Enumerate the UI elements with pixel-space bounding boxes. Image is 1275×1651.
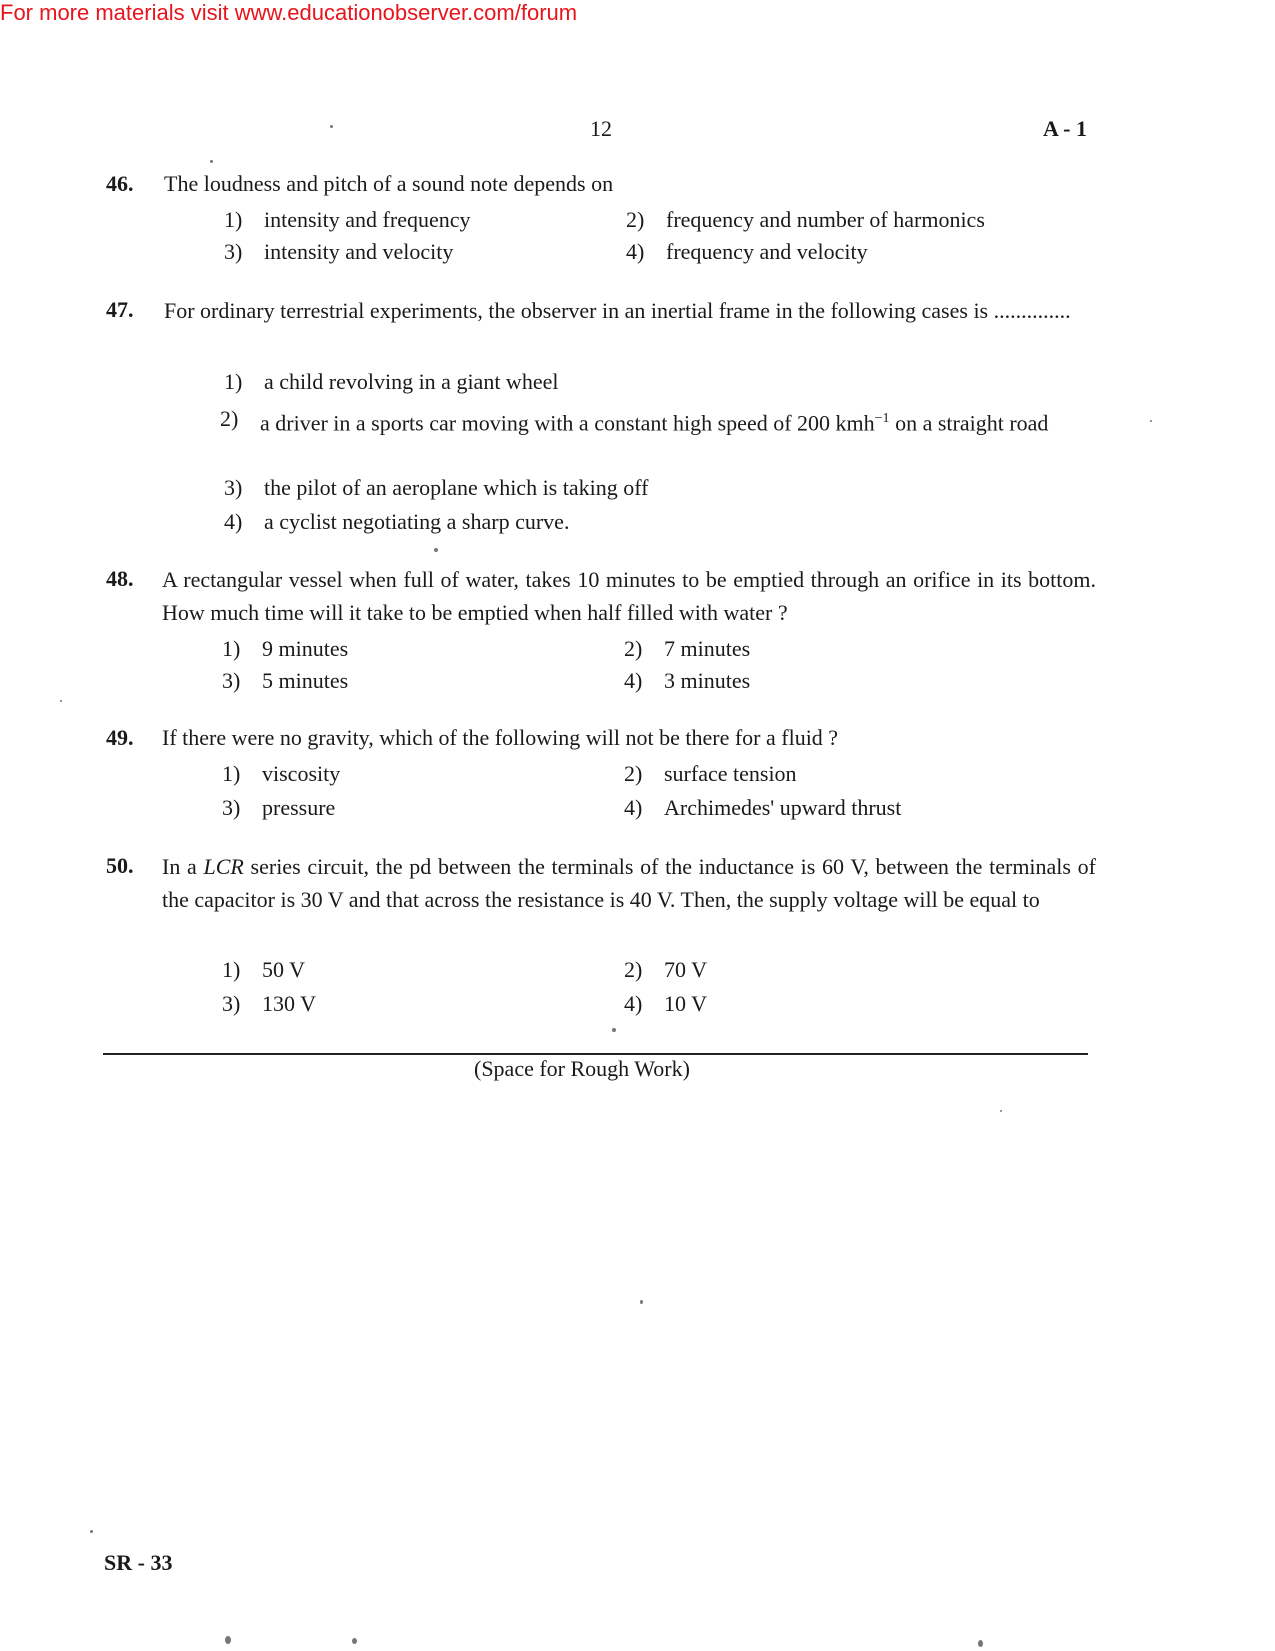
set-code: A - 1: [1043, 116, 1087, 141]
option-text: the pilot of an aeroplane which is taking off: [264, 475, 649, 500]
question-number: 48.: [106, 566, 134, 591]
question-48: [106, 563, 1096, 693]
question-text: [162, 850, 1096, 916]
question-text-start: In a: [162, 854, 204, 879]
option-number: 1): [224, 207, 243, 232]
option-text: intensity and velocity: [264, 239, 454, 264]
circuit-type: LCR: [203, 854, 244, 879]
option-number: 3): [224, 475, 243, 500]
question-text: For ordinary terrestrial experiments, the observer in an inertial frame in the following cases is ..............: [164, 298, 1071, 323]
option-text: [260, 404, 1096, 438]
option-number: 1): [224, 369, 243, 394]
option-number: 2): [624, 636, 643, 661]
option-text: 10 V: [664, 991, 707, 1016]
option-text: 130 V: [262, 991, 316, 1016]
option-text: 50 V: [262, 957, 305, 982]
option-number: 2): [624, 761, 643, 786]
question-49: [106, 722, 1096, 822]
scan-speck: [612, 1028, 616, 1032]
option-text: a cyclist negotiating a sharp curve.: [264, 509, 570, 534]
option-text-tail: on a straight road: [889, 410, 1049, 436]
option-number: 3): [222, 991, 241, 1016]
superscript: −1: [874, 411, 890, 426]
question-text: The loudness and pitch of a sound note depends on: [164, 171, 614, 196]
question-text: A rectangular vessel when full of water, takes 10 minutes to be emptied through an orifice in its bottom. How much time will it take to be emptied when half filled with water ?: [162, 567, 1096, 625]
scan-speck: [90, 1530, 93, 1533]
option-text-main: a driver in a sports car moving with a constant high speed of 200 kmh: [260, 410, 875, 436]
rough-work-label: (Space for Rough Work): [474, 1056, 690, 1081]
option-text: pressure: [262, 795, 336, 820]
question-46: [106, 168, 1096, 268]
option-text: Archimedes' upward thrust: [664, 795, 902, 820]
scan-speck: [1150, 420, 1152, 422]
option-text: frequency and number of harmonics: [666, 207, 985, 232]
source-banner: For more materials visit www.educationobserver.com/forum: [0, 0, 578, 25]
scan-speck: [330, 125, 333, 128]
option-number: 3): [222, 795, 241, 820]
page-number: 12: [590, 116, 612, 141]
question-number: 50.: [106, 853, 134, 878]
question-number: 46.: [106, 171, 134, 196]
scan-speck: [225, 1636, 231, 1644]
option-number: 1): [222, 636, 241, 661]
option-number: 1): [222, 957, 241, 982]
option-number: 4): [224, 509, 243, 534]
option-text: 3 minutes: [664, 668, 751, 693]
option-text: 7 minutes: [664, 636, 751, 661]
option-text: a child revolving in a giant wheel: [264, 369, 559, 394]
option-text: viscosity: [262, 761, 341, 786]
option-number: 4): [624, 795, 643, 820]
option-number: 3): [224, 239, 243, 264]
question-number: 49.: [106, 725, 134, 750]
scan-speck: [640, 1300, 643, 1304]
option-text: intensity and frequency: [264, 207, 471, 232]
option-number: 1): [222, 761, 241, 786]
scan-speck: [210, 160, 213, 163]
footer-code: SR - 33: [104, 1550, 173, 1575]
option-text: surface tension: [664, 761, 797, 786]
option-number: 4): [624, 668, 643, 693]
option-number: 3): [222, 668, 241, 693]
question-text-rest: series circuit, the pd between the terminals of the inductance is 60 V, between the terminals of the capacitor is 30 V and that across the resistance is 40 V. Then, the supply voltage will be equal to: [162, 854, 1097, 912]
option-number: 2): [624, 957, 643, 982]
option-text: 9 minutes: [262, 636, 349, 661]
option-text: 5 minutes: [262, 668, 349, 693]
scan-speck: [60, 700, 62, 702]
scan-speck: [978, 1640, 983, 1647]
question-number: 47.: [106, 297, 134, 322]
scan-speck: [352, 1638, 357, 1644]
question-47: [106, 294, 1096, 534]
option-text: frequency and velocity: [666, 239, 868, 264]
option-number: 2): [626, 207, 645, 232]
scan-speck: [434, 548, 438, 552]
divider-line: [103, 1053, 1088, 1055]
scan-speck: [1000, 1110, 1002, 1112]
option-number: 4): [624, 991, 643, 1016]
option-number: 2): [220, 406, 239, 431]
option-text: 70 V: [664, 957, 707, 982]
option-number: 4): [626, 239, 645, 264]
question-50: [106, 850, 1096, 1020]
question-text: If there were no gravity, which of the following will not be there for a fluid ?: [162, 725, 839, 750]
